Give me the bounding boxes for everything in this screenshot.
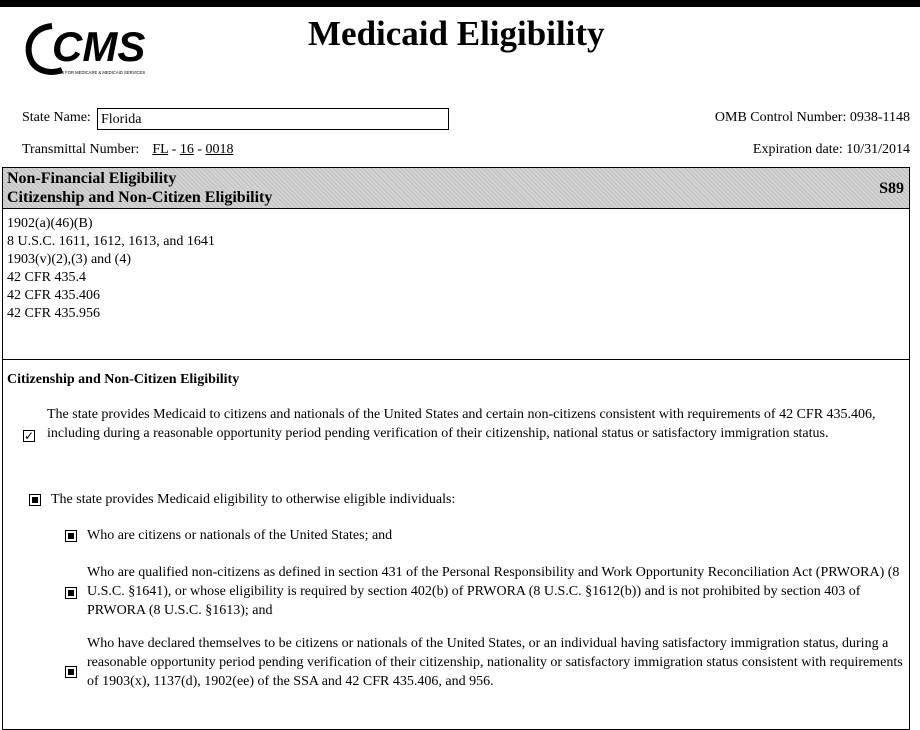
omb-control-number: OMB Control Number: 0938-1148 (714, 110, 910, 125)
state-name-label: State Name: (22, 110, 91, 125)
transmittal-state: FL (152, 142, 169, 157)
references-panel (2, 209, 910, 360)
reference-item: 8 U.S.C. 1611, 1612, 1613, and 1641 (7, 234, 215, 249)
top-rule (0, 0, 920, 7)
reference-item: 42 CFR 435.4 (7, 270, 86, 285)
section-header (2, 167, 910, 209)
reference-item: 42 CFR 435.956 (7, 306, 100, 321)
expiration-date: Expiration date: 10/31/2014 (752, 142, 910, 157)
transmittal-label: Transmittal Number: (22, 142, 140, 157)
logo-subtext: CENTERS FOR MEDICARE & MEDICAID SERVICES (44, 70, 146, 75)
main-statement-checkbox[interactable]: ✓ (24, 429, 35, 443)
section-code: S89 (879, 180, 904, 197)
provides-statement: The state provides Medicaid eligibility to otherwise eligible individuals: (51, 492, 456, 507)
section-heading: Non-Financial Eligibility (7, 170, 177, 187)
qualified-noncitizens-item: Who are qualified non-citizens as defined in section 431 of the Personal Responsibility and Work Opportunity Reconciliation Act (PRWORA) (8 U.S.C. §1641), or whose eligibility is required by section 402(b) of PRWORA (8 U.S.C. §1612(b)) and is not prohibited by section 403 of PRWORA (8 U.S.C. §1613); and (87, 565, 900, 618)
transmittal-separator: - (197, 142, 206, 157)
citizens-checkbox[interactable] (65, 530, 77, 542)
section-subheading: Citizenship and Non-Citizen Eligibility (7, 189, 273, 206)
reference-item: 42 CFR 435.406 (7, 288, 100, 303)
citizens-item: Who are citizens or nationals of the United States; and (87, 528, 393, 543)
content-panel (2, 360, 910, 730)
transmittal-row (22, 142, 233, 158)
page-title: Medicaid Eligibility (308, 14, 605, 53)
main-statement: The state provides Medicaid to citizens and nationals of the United States and certain non-citizens consistent with requirements of 42 CFR 435.406, including during a reasonable opportunity period pending verification of their citizenship, national status or satisfactory immigration status. (47, 407, 876, 441)
reasonable-opportunity-checkbox[interactable] (65, 666, 77, 678)
transmittal-number: 0018 (205, 142, 234, 157)
reference-item: 1902(a)(46)(B) (7, 216, 93, 231)
content-subheading: Citizenship and Non-Citizen Eligibility (7, 372, 240, 387)
transmittal-year: 16 (179, 142, 194, 157)
reference-item: 1903(v)(2),(3) and (4) (7, 252, 132, 267)
cms-logo (22, 18, 232, 78)
transmittal-separator: - (171, 142, 180, 157)
qualified-noncitizens-checkbox[interactable] (65, 587, 77, 599)
reasonable-opportunity-item: Who have declared themselves to be citizens or nationals of the United States, or an individual having satisfactory immigration status, during a reasonable opportunity period pending verification of their citizenship, nationality or satisfactory immigration status consistent with requirements of 1903(x), 1137(d), 1902(ee) of the SSA and 42 CFR 435.406, and 956. (87, 636, 903, 689)
state-name-field[interactable]: Florida (97, 108, 449, 130)
svg-text:CMS: CMS (52, 23, 146, 70)
provides-eligibility-checkbox[interactable] (29, 494, 41, 506)
